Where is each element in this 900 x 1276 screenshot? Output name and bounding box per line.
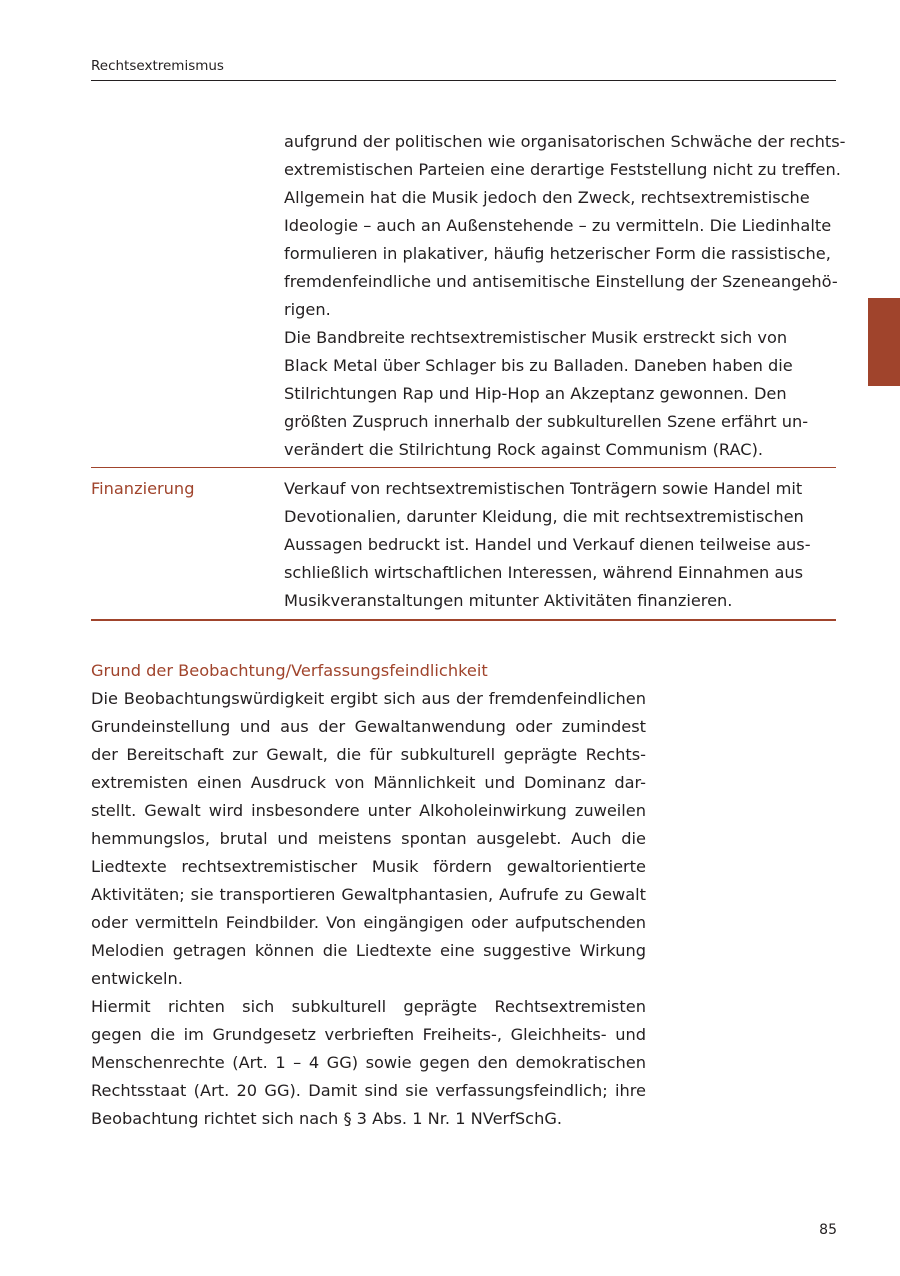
- text-line: Verkauf von rechtsextremistischen Tonträgern sowie Handel mit: [284, 479, 803, 498]
- text-line: fremdenfeindliche und antisemitische Einstellung der Szeneangehö-: [284, 272, 838, 291]
- paragraph-line: entwickeln.: [91, 969, 183, 988]
- paragraph-line: extremisten einen Ausdruck von Männlichkeit und Dominanz dar-: [91, 773, 646, 792]
- text-line: aufgrund der politischen wie organisatorischen Schwäche der rechts-: [284, 132, 846, 151]
- table-row-divider: [91, 467, 836, 468]
- text-line: Die Bandbreite rechtsextremistischer Musik erstreckt sich von: [284, 328, 788, 347]
- paragraph-line: Grundeinstellung und aus der Gewaltanwendung oder zumindest: [91, 717, 646, 736]
- section-heading: Grund der Beobachtung/Verfassungsfeindlichkeit: [91, 661, 488, 680]
- page-number: 85: [819, 1222, 837, 1238]
- text-line: schließlich wirtschaftlichen Interessen, während Einnahmen aus: [284, 563, 804, 582]
- paragraph-line: Beobachtung richtet sich nach § 3 Abs. 1 Nr. 1 NVerfSchG.: [91, 1109, 563, 1128]
- paragraph-line: gegen die im Grundgesetz verbrieften Freiheits-, Gleichheits- und: [91, 1025, 646, 1044]
- paragraph-line: Menschenrechte (Art. 1 – 4 GG) sowie gegen den demokratischen: [91, 1053, 646, 1072]
- text-line: Allgemein hat die Musik jedoch den Zweck, rechtsextremistische: [284, 188, 810, 207]
- header-rule: [91, 80, 836, 81]
- chapter-thumb-tab: [868, 298, 900, 386]
- paragraph-line: der Bereitschaft zur Gewalt, die für subkulturell geprägte Rechts-: [91, 745, 646, 764]
- text-line: verändert die Stilrichtung Rock against Communism (RAC).: [284, 440, 764, 459]
- paragraph-line: hemmungslos, brutal und meistens spontan ausgelebt. Auch die: [91, 829, 646, 848]
- table-row-financing-text: [284, 475, 836, 615]
- text-line: größten Zuspruch innerhalb der subkulturellen Szene erfährt un-: [284, 412, 809, 431]
- table-row-music-text: [284, 128, 846, 464]
- text-line: formulieren in plakativer, häufig hetzerischer Form die rassistische,: [284, 244, 831, 263]
- text-line: Aussagen bedruckt ist. Handel und Verkauf dienen teilweise aus-: [284, 535, 811, 554]
- section-body: [91, 685, 646, 1133]
- text-line: Musikveranstaltungen mitunter Aktivitäten finanzieren.: [284, 591, 733, 610]
- running-header: Rechtsextremismus: [91, 58, 224, 74]
- paragraph-line: stellt. Gewalt wird insbesondere unter Alkoholeinwirkung zuweilen: [91, 801, 646, 820]
- text-line: Black Metal über Schlager bis zu Balladen. Daneben haben die: [284, 356, 793, 375]
- paragraph-line: Rechtsstaat (Art. 20 GG). Damit sind sie verfassungsfeindlich; ihre: [91, 1081, 646, 1100]
- text-line: Stilrichtungen Rap und Hip-Hop an Akzeptanz gewonnen. Den: [284, 384, 787, 403]
- paragraph-line: Hiermit richten sich subkulturell geprägte Rechtsextremisten: [91, 997, 646, 1016]
- text-line: Devotionalien, darunter Kleidung, die mit rechtsextremistischen: [284, 507, 804, 526]
- paragraph-line: Melodien getragen können die Liedtexte eine suggestive Wirkung: [91, 941, 646, 960]
- table-bottom-rule: [91, 619, 836, 621]
- text-line: extremistischen Parteien eine derartige Feststellung nicht zu treffen.: [284, 160, 841, 179]
- table-row-label-financing: Finanzierung: [91, 479, 195, 498]
- paragraph-line: oder vermitteln Feindbilder. Von eingängigen oder aufputschenden: [91, 913, 646, 932]
- text-line: rigen.: [284, 300, 331, 319]
- paragraph-line: Aktivitäten; sie transportieren Gewaltphantasien, Aufrufe zu Gewalt: [91, 885, 646, 904]
- paragraph-line: Die Beobachtungswürdigkeit ergibt sich aus der fremdenfeindlichen: [91, 689, 646, 708]
- paragraph-line: Liedtexte rechtsextremistischer Musik fördern gewaltorientierte: [91, 857, 646, 876]
- text-line: Ideologie – auch an Außenstehende – zu vermitteln. Die Liedinhalte: [284, 216, 832, 235]
